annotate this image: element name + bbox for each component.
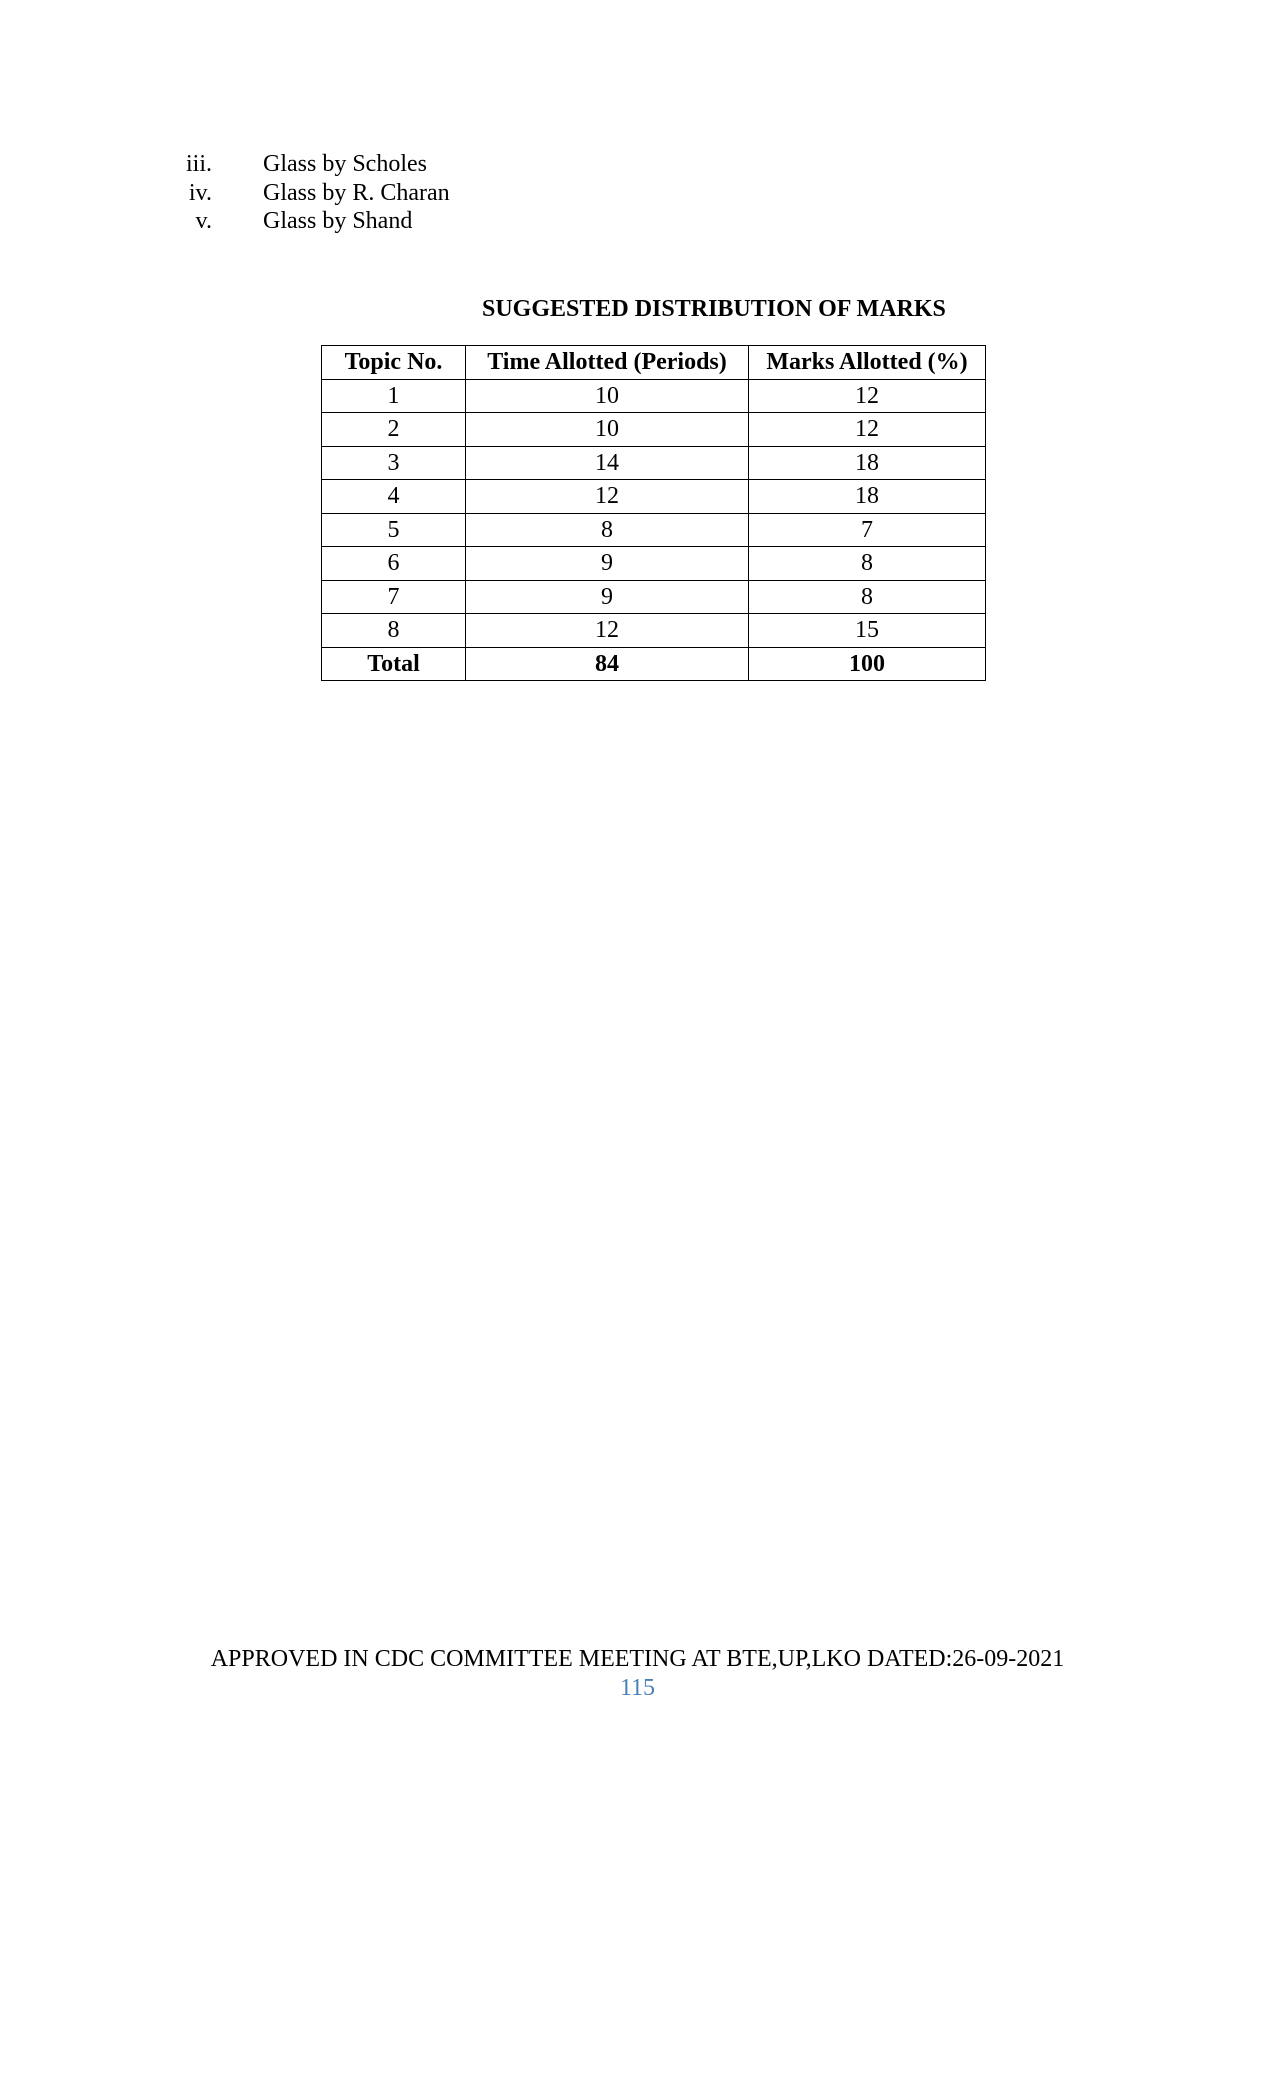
reference-number: iii. xyxy=(185,151,212,177)
cell-marks-allotted: 8 xyxy=(749,580,986,614)
reference-text: Glass by R. Charan xyxy=(263,179,450,206)
table-row xyxy=(322,413,986,447)
footer-approval-note: APPROVED IN CDC COMMITTEE MEETING AT BTE,UP,LKO DATED:26-09-2021 xyxy=(210,1646,1065,1672)
cell-marks-allotted: 12 xyxy=(749,413,986,447)
cell-topic-no: 4 xyxy=(322,480,466,514)
cell-topic-no: 3 xyxy=(322,446,466,480)
reference-text: Glass by Shand xyxy=(263,208,413,234)
cell-marks-allotted: 18 xyxy=(749,480,986,514)
table-row xyxy=(322,614,986,648)
marks-distribution-table xyxy=(321,345,986,681)
cell-topic-no: 7 xyxy=(322,580,466,614)
cell-topic-no: 2 xyxy=(322,413,466,447)
cell-time-allotted: 12 xyxy=(466,480,749,514)
table-total-row xyxy=(322,647,986,681)
cell-time-allotted: 14 xyxy=(466,446,749,480)
table-row xyxy=(322,379,986,413)
cell-time-allotted: 10 xyxy=(466,413,749,447)
table-row xyxy=(322,580,986,614)
header-time-allotted: Time Allotted (Periods) xyxy=(466,346,749,380)
table-row xyxy=(322,480,986,514)
total-marks-allotted: 100 xyxy=(749,647,986,681)
cell-topic-no: 8 xyxy=(322,614,466,648)
reference-text: Glass by Scholes xyxy=(263,151,427,177)
cell-time-allotted: 9 xyxy=(466,547,749,581)
cell-marks-allotted: 12 xyxy=(749,379,986,413)
total-label: Total xyxy=(322,647,466,681)
table-header-row xyxy=(322,346,986,380)
reference-number: iv. xyxy=(188,179,212,206)
cell-marks-allotted: 18 xyxy=(749,446,986,480)
cell-time-allotted: 9 xyxy=(466,580,749,614)
cell-marks-allotted: 7 xyxy=(749,513,986,547)
cell-topic-no: 6 xyxy=(322,547,466,581)
table-title: SUGGESTED DISTRIBUTION OF MARKS xyxy=(482,296,946,322)
cell-topic-no: 1 xyxy=(322,379,466,413)
reference-number: v. xyxy=(195,208,212,234)
cell-time-allotted: 12 xyxy=(466,614,749,648)
cell-time-allotted: 8 xyxy=(466,513,749,547)
header-topic-no: Topic No. xyxy=(322,346,466,380)
header-marks-allotted: Marks Allotted (%) xyxy=(749,346,986,380)
cell-topic-no: 5 xyxy=(322,513,466,547)
page-number: 115 xyxy=(619,1675,656,1701)
table-row xyxy=(322,446,986,480)
cell-marks-allotted: 8 xyxy=(749,547,986,581)
table-row xyxy=(322,547,986,581)
cell-time-allotted: 10 xyxy=(466,379,749,413)
table-row xyxy=(322,513,986,547)
cell-marks-allotted: 15 xyxy=(749,614,986,648)
total-time-allotted: 84 xyxy=(466,647,749,681)
